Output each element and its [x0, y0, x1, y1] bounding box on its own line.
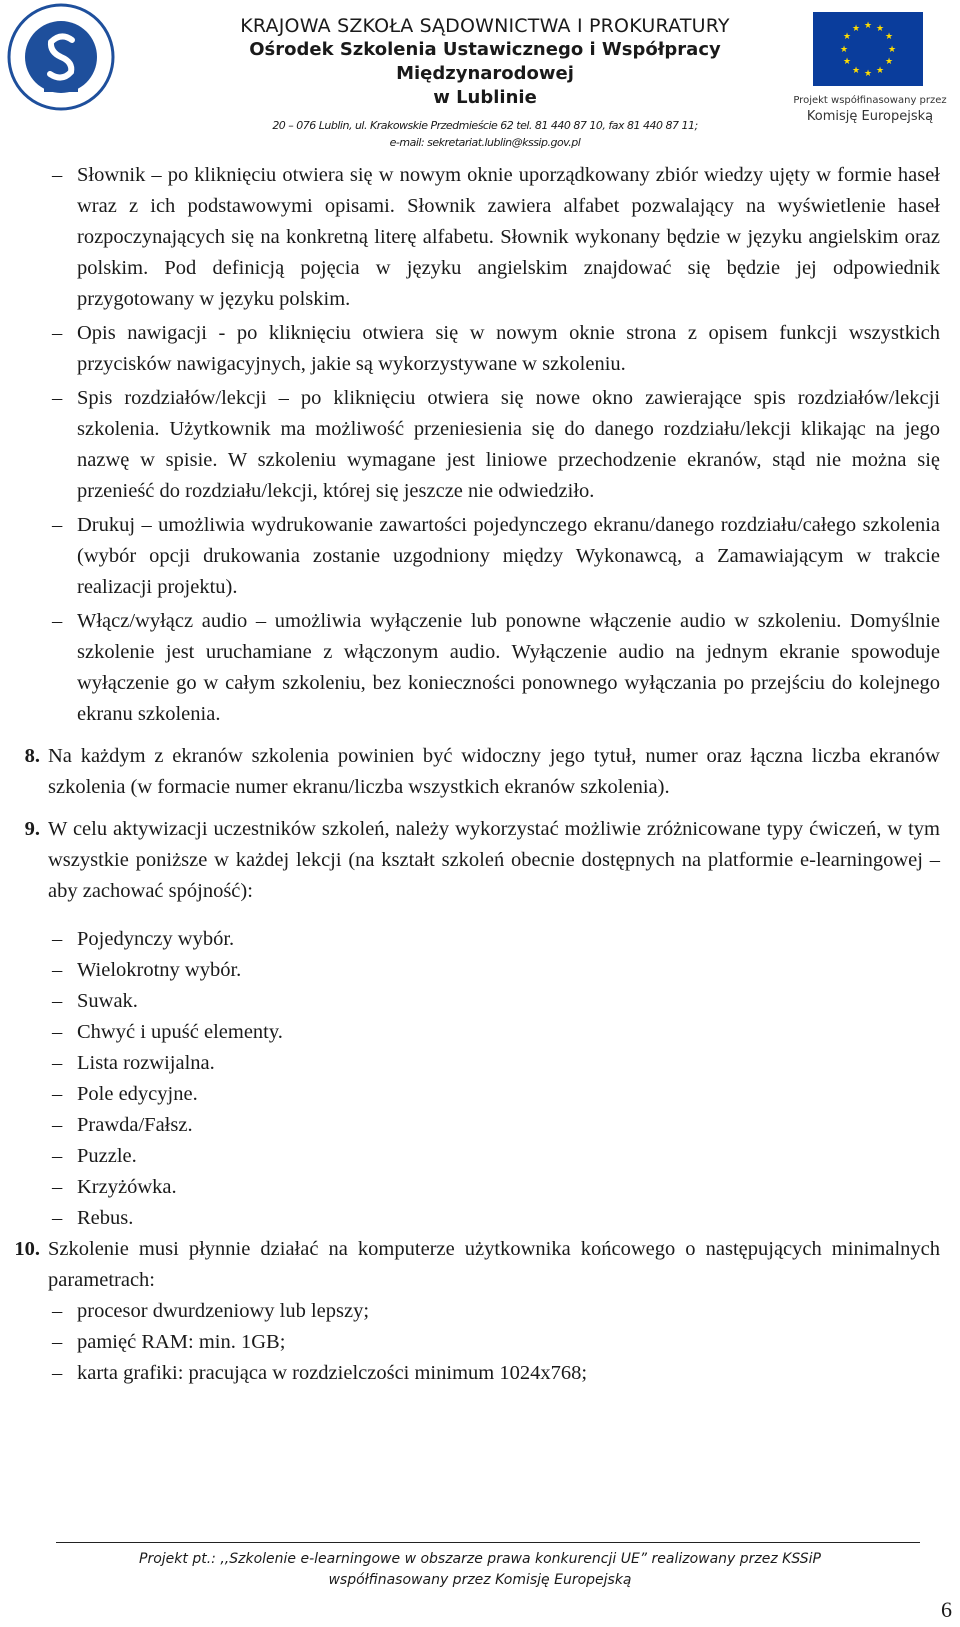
list-item-text: Słownik – po kliknięciu otwiera się w nowym oknie uporządkowany zbiór wiedzy ujęty w formie haseł wraz z ich podstawowymi opisami. Słownik zawiera alfabet pozwalający na wyświetlenie haseł rozpoczynających się na konkretną literę alfabetu. Słownik wykonany będzie w języku angielskim oraz polskim. Pod definicją pojęcia w języku angielskim znajdować się będzie jej odpowiednik przygotowany w języku polskim.	[77, 164, 940, 310]
list-item-text: karta grafiki: pracująca w rozdzielczości minimum 1024x768;	[77, 1362, 588, 1384]
list-item-text: Drukuj – umożliwia wydrukowanie zawartości pojedynczego ekranu/danego rozdziału/całego szkolenia (wybór opcji drukowania zostanie uzgodniony między Wykonawcą, a Zamawiającym w trakcie realizacji projektu).	[77, 514, 940, 598]
dash-bullet: –	[52, 164, 63, 186]
svg-text:★: ★	[875, 24, 885, 34]
exercise-type-item	[0, 1203, 960, 1234]
list-item-print	[0, 510, 960, 603]
dash-bullet: –	[52, 928, 63, 950]
requirement-item	[0, 1327, 960, 1358]
exercise-type-item	[0, 1110, 960, 1141]
svg-text:★: ★	[884, 57, 894, 67]
dash-bullet: –	[52, 514, 63, 536]
exercise-type-item	[0, 1141, 960, 1172]
svg-text:★: ★	[842, 32, 852, 42]
dash-bullet: –	[52, 959, 63, 981]
dash-bullet: –	[52, 322, 63, 344]
center-email: e-mail: sekretariat.lublin@kssip.gov.pl	[389, 136, 581, 149]
svg-text:★: ★	[863, 21, 873, 31]
center-address: 20 – 076 Lublin, ul. Krakowskie Przedmieście 62 tel. 81 440 87 10, fax 81 440 87 11;	[272, 119, 698, 132]
list-item-text: Opis nawigacji - po kliknięciu otwiera się w nowym oknie strona z opisem funkcji wszystkich przycisków nawigacyjnych, jakie są wykorzystywane w szkoleniu.	[77, 322, 940, 375]
list-item-navigation	[0, 318, 960, 380]
dash-bullet: –	[52, 387, 63, 409]
footer-divider	[56, 1542, 920, 1543]
exercise-type-item	[0, 1048, 960, 1079]
dash-bullet: –	[52, 1176, 63, 1198]
list-item-audio	[0, 606, 960, 730]
numbered-item-8	[0, 741, 960, 803]
list-item-text: Wielokrotny wybór.	[77, 959, 242, 981]
exercise-type-item	[0, 955, 960, 986]
document-body	[0, 160, 960, 1389]
center-name: Ośrodek Szkolenia Ustawicznego i Współpracy Międzynarodowej	[249, 39, 721, 84]
exercise-type-item	[0, 1172, 960, 1203]
svg-text:★: ★	[887, 45, 897, 55]
footer-project-line: Projekt pt.: ,,Szkolenie e-learningowe w obszarze prawa konkurencji UE” realizowany przez KSSiP	[139, 1551, 821, 1567]
eu-caption-line2: Komisję Europejską	[806, 109, 934, 124]
dash-bullet: –	[52, 1362, 63, 1384]
svg-text:★: ★	[839, 45, 849, 55]
eu-caption	[790, 94, 950, 126]
svg-text:★: ★	[851, 24, 861, 34]
dash-bullet: –	[52, 610, 63, 632]
list-item-text: pamięć RAM: min. 1GB;	[77, 1331, 286, 1353]
svg-text:★: ★	[851, 66, 861, 76]
list-item-text: Pole edycyjne.	[77, 1083, 198, 1105]
dash-bullet: –	[52, 990, 63, 1012]
eu-caption-line1: Projekt współfinasowany przez	[793, 95, 947, 106]
dash-bullet: –	[52, 1083, 63, 1105]
list-item-text: Lista rozwijalna.	[77, 1052, 215, 1074]
letterhead-text	[180, 14, 790, 150]
item-number: 9.	[24, 818, 40, 840]
item-text: W celu aktywizacji uczestników szkoleń, należy wykorzystać możliwie zróżnicowane typy ćwiczeń, w tym wszystkie poniższe w każdej lekcji (na kształt szkoleń obecnie dostępnych na platformie e-learningowej – aby zachować spójność):	[48, 818, 940, 902]
list-item-text: Pojedynczy wybór.	[77, 928, 235, 950]
list-item-text: Prawda/Fałsz.	[77, 1114, 193, 1136]
list-item-chapters	[0, 383, 960, 507]
item-number: 8.	[24, 745, 40, 767]
numbered-item-10	[0, 1234, 960, 1296]
item-number: 10.	[14, 1238, 40, 1260]
list-item-text: Włącz/wyłącz audio – umożliwia wyłączenie lub ponowne włączenie audio w szkoleniu. Domyślnie szkolenie jest uruchamiane z włączonym audio. Wyłączenie audio na jednym ekranie spowoduje wyłączenie go w całym szkoleniu, bez konieczności ponownego wyłączania po przejściu do kolejnego ekranu szkolenia.	[77, 610, 940, 725]
page-number: 6	[941, 1597, 952, 1622]
list-item-text: Krzyżówka.	[77, 1176, 177, 1198]
svg-text:★: ★	[884, 32, 894, 42]
requirement-item	[0, 1358, 960, 1389]
dash-bullet: –	[52, 1331, 63, 1353]
list-item-text: Puzzle.	[77, 1145, 137, 1167]
list-item-text: procesor dwurdzeniowy lub lepszy;	[77, 1300, 370, 1322]
dash-bullet: –	[52, 1300, 63, 1322]
svg-text:★: ★	[863, 69, 873, 79]
dash-bullet: –	[52, 1021, 63, 1043]
dash-bullet: –	[52, 1114, 63, 1136]
kssip-logo	[6, 2, 116, 112]
center-city: w Lublinie	[433, 87, 537, 108]
exercise-type-item	[0, 1017, 960, 1048]
organization-name: KRAJOWA SZKOŁA SĄDOWNICTWA I PROKURATURY	[240, 15, 730, 37]
list-item-text: Suwak.	[77, 990, 138, 1012]
svg-text:★: ★	[875, 66, 885, 76]
letterhead	[0, 0, 960, 149]
list-item-glossary	[0, 160, 960, 315]
exercise-type-item	[0, 924, 960, 955]
list-item-text: Chwyć i upuść elementy.	[77, 1021, 283, 1043]
exercise-type-item	[0, 986, 960, 1017]
item-text: Na każdym z ekranów szkolenia powinien być widoczny jego tytuł, numer oraz łączna liczba ekranów szkolenia (w formacie numer ekranu/liczba wszystkich ekranów szkolenia).	[48, 745, 940, 798]
page-footer	[0, 1549, 960, 1591]
eu-flag-icon	[813, 12, 923, 86]
dash-bullet: –	[52, 1207, 63, 1229]
dash-bullet: –	[52, 1052, 63, 1074]
numbered-item-9	[0, 814, 960, 907]
item-text: Szkolenie musi płynnie działać na komputerze użytkownika końcowego o następujących minimalnych parametrach:	[48, 1238, 940, 1291]
list-item-text: Rebus.	[77, 1207, 134, 1229]
requirement-item	[0, 1296, 960, 1327]
exercise-type-item	[0, 1079, 960, 1110]
footer-funding-line: współfinasowany przez Komisję Europejską	[328, 1572, 632, 1588]
svg-text:★: ★	[842, 57, 852, 67]
dash-bullet: –	[52, 1145, 63, 1167]
list-item-text: Spis rozdziałów/lekcji – po kliknięciu otwiera się nowe okno zawierające spis rozdziałów/lekcji szkolenia. Użytkownik ma możliwość przeniesienia się do danego rozdziału/lekcji klikając na jego nazwę w spisie. W szkoleniu wymagane jest liniowe przechodzenie ekranów, stąd nie można się przenieść do rozdziału/lekcji, której się jeszcze nie odwiedziło.	[77, 387, 940, 502]
